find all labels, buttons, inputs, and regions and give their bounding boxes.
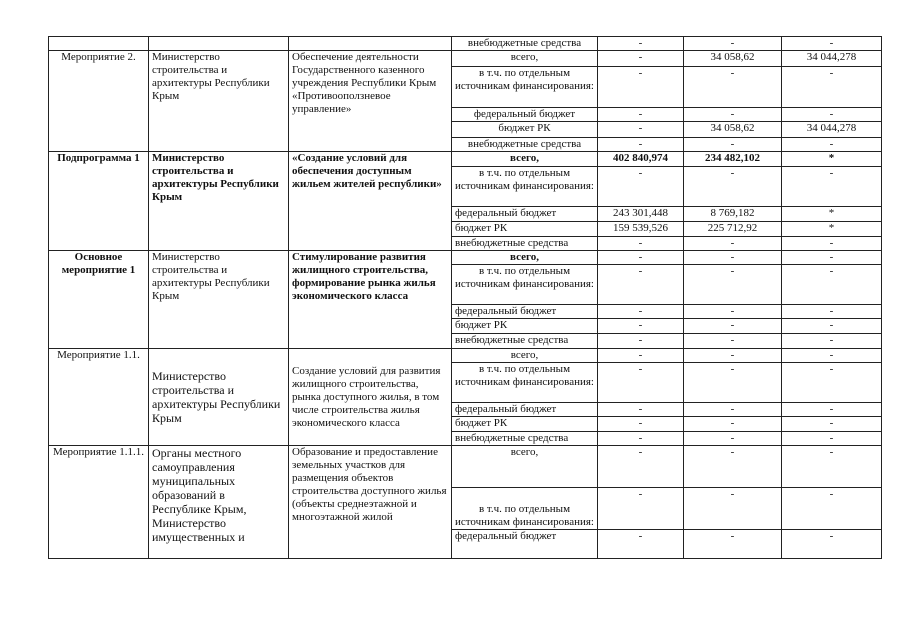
value-cell: -	[782, 237, 882, 251]
main-measure-title: Стимулирование развития жилищного строительства, формирование рынка жилья экономического класса	[289, 251, 452, 349]
value-cell: -	[684, 167, 782, 207]
measure-title: Образование и предоставление земельных участков для размещения объектов строительства доступного жилья (объекты среднеэтажной и многоэтажной жилой	[289, 446, 452, 559]
executor: Министерство строительства и архитектуры Республики Крым	[149, 251, 289, 349]
source-rk: бюджет РК	[452, 417, 598, 432]
value-cell: -	[598, 108, 684, 122]
executor: Министерство строительства и архитектуры Республики Крым	[149, 152, 289, 251]
value-cell: -	[782, 446, 882, 488]
measure-name: Мероприятие 1.1.1.	[49, 446, 149, 559]
source-federal: федеральный бюджет	[452, 207, 598, 222]
value-cell: -	[598, 237, 684, 251]
value-cell: 34 044,278	[782, 51, 882, 67]
value-cell: -	[684, 37, 782, 51]
value-cell: -	[684, 319, 782, 334]
cell-empty	[149, 37, 289, 51]
value-cell: -	[782, 138, 882, 152]
value-cell: 34 058,62	[684, 51, 782, 67]
value-cell: -	[782, 319, 882, 334]
budget-table	[48, 36, 882, 559]
value-cell: 234 482,102	[684, 152, 782, 167]
value-cell: -	[598, 51, 684, 67]
value-cell: -	[782, 251, 882, 265]
value-cell: -	[782, 67, 882, 108]
source-federal: федеральный бюджет	[452, 108, 598, 122]
value-cell: -	[598, 305, 684, 319]
value-cell: -	[684, 446, 782, 488]
measure-title: Обеспечение деятельности Государственного казенного учреждения Республики Крым «Противооползневое управление»	[289, 51, 452, 152]
measure-name: Мероприятие 2.	[49, 51, 149, 152]
subprogram-title: «Создание условий для обеспечения доступным жильем жителей республики»	[289, 152, 452, 251]
value-cell: -	[782, 305, 882, 319]
value-cell: 34 058,62	[684, 122, 782, 138]
value-cell: -	[684, 108, 782, 122]
table-row	[49, 152, 882, 167]
value-cell: *	[782, 152, 882, 167]
value-cell: -	[684, 349, 782, 363]
source-offbudget: внебюджетные средства	[452, 138, 598, 152]
value-cell: -	[782, 37, 882, 51]
value-cell: -	[684, 67, 782, 108]
source-including: в т.ч. по отдельным источникам финансирования:	[452, 488, 598, 530]
source-federal: федеральный бюджет	[452, 530, 598, 559]
value-cell: -	[598, 251, 684, 265]
value-cell: -	[598, 167, 684, 207]
value-cell: 243 301,448	[598, 207, 684, 222]
cell-empty	[49, 37, 149, 51]
value-cell: -	[782, 530, 882, 559]
source-rk: бюджет РК	[452, 122, 598, 138]
executor: Органы местного самоуправления муниципальных образований в Республике Крым, Министерство имущественных и	[149, 446, 289, 559]
value-cell: -	[598, 446, 684, 488]
source-total: всего,	[452, 51, 598, 67]
value-cell: -	[598, 349, 684, 363]
value-cell: -	[782, 349, 882, 363]
table-row	[49, 251, 882, 265]
value-cell: -	[782, 417, 882, 432]
table-row	[49, 37, 882, 51]
source-including: в т.ч. по отдельным источникам финансирования:	[452, 265, 598, 305]
value-cell: -	[598, 432, 684, 446]
subprogram-name: Подпрограмма 1	[49, 152, 149, 251]
executor: Министерство строительства и архитектуры Республики Крым	[149, 51, 289, 152]
value-cell: 402 840,974	[598, 152, 684, 167]
value-cell: -	[598, 403, 684, 417]
table-row	[49, 51, 882, 67]
source-total: всего,	[452, 251, 598, 265]
value-cell: -	[782, 488, 882, 530]
value-cell: -	[684, 334, 782, 349]
value-cell: -	[684, 432, 782, 446]
value-cell: -	[684, 265, 782, 305]
table-row	[49, 349, 882, 363]
value-cell: -	[782, 334, 882, 349]
value-cell: -	[684, 305, 782, 319]
source-including: в т.ч. по отдельным источникам финансирования:	[452, 363, 598, 403]
cell-empty	[289, 37, 452, 51]
value-cell: -	[782, 108, 882, 122]
value-cell: -	[598, 334, 684, 349]
value-cell: 225 712,92	[684, 222, 782, 237]
value-cell: -	[782, 432, 882, 446]
table-row	[49, 446, 882, 488]
value-cell: -	[598, 530, 684, 559]
value-cell: *	[782, 222, 882, 237]
source-federal: федеральный бюджет	[452, 305, 598, 319]
value-cell: -	[684, 417, 782, 432]
value-cell: -	[598, 265, 684, 305]
value-cell: -	[684, 530, 782, 559]
value-cell: -	[684, 403, 782, 417]
source-including: в т.ч. по отдельным источникам финансирования:	[452, 167, 598, 207]
value-cell: -	[598, 363, 684, 403]
value-cell: *	[782, 207, 882, 222]
source-rk: бюджет РК	[452, 319, 598, 334]
source-offbudget: внебюджетные средства	[452, 37, 598, 51]
value-cell: -	[598, 138, 684, 152]
source-offbudget: внебюджетные средства	[452, 334, 598, 349]
value-cell: -	[782, 363, 882, 403]
measure-title: Создание условий для развития жилищного строительства, рынка доступного жилья, в том числе строительства жилья экономического класса	[289, 349, 452, 446]
source-total: всего,	[452, 152, 598, 167]
source-total: всего,	[452, 446, 598, 488]
executor: Министерство строительства и архитектуры Республики Крым	[149, 349, 289, 446]
main-measure-name: Основное мероприятие 1	[49, 251, 149, 349]
value-cell: -	[598, 67, 684, 108]
source-including: в т.ч. по отдельным источникам финансирования:	[452, 67, 598, 108]
value-cell: -	[782, 403, 882, 417]
source-total: всего,	[452, 349, 598, 363]
value-cell: 34 044,278	[782, 122, 882, 138]
value-cell: -	[598, 488, 684, 530]
value-cell: -	[684, 251, 782, 265]
value-cell: -	[684, 138, 782, 152]
value-cell: -	[598, 417, 684, 432]
value-cell: -	[598, 37, 684, 51]
value-cell: 159 539,526	[598, 222, 684, 237]
source-offbudget: внебюджетные средства	[452, 237, 598, 251]
value-cell: -	[782, 167, 882, 207]
value-cell: -	[598, 319, 684, 334]
source-federal: федеральный бюджет	[452, 403, 598, 417]
value-cell: -	[782, 265, 882, 305]
value-cell: 8 769,182	[684, 207, 782, 222]
value-cell: -	[684, 237, 782, 251]
source-offbudget: внебюджетные средства	[452, 432, 598, 446]
source-rk: бюджет РК	[452, 222, 598, 237]
value-cell: -	[684, 488, 782, 530]
measure-name: Мероприятие 1.1.	[49, 349, 149, 446]
value-cell: -	[598, 122, 684, 138]
value-cell: -	[684, 363, 782, 403]
